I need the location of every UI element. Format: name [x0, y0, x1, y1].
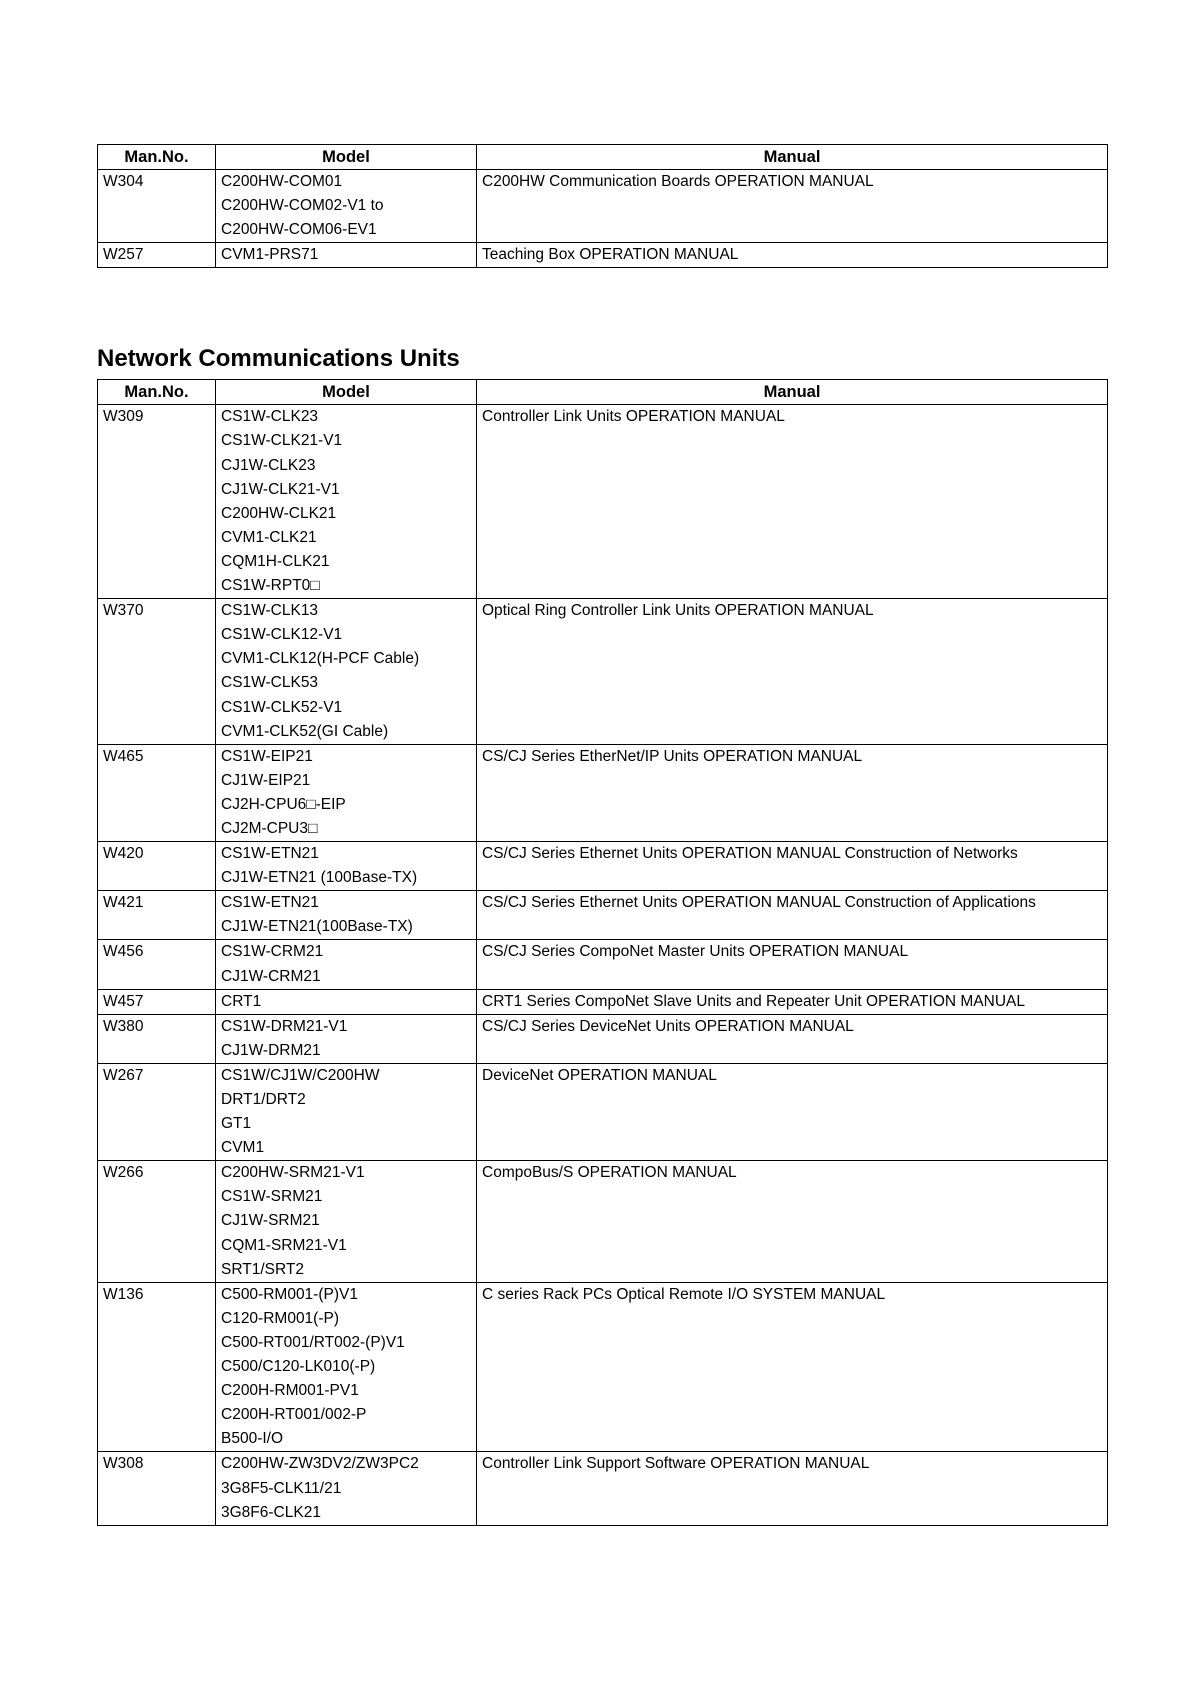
- model-cell: [216, 1452, 477, 1525]
- table-row: [98, 744, 1108, 841]
- table-row: [98, 1063, 1108, 1160]
- table-row: [98, 940, 1108, 989]
- model-cell: [216, 744, 477, 841]
- man-no-cell: W370: [98, 599, 216, 745]
- model-name: CS1W-CLK23: [221, 408, 319, 426]
- manual-cell: Controller Link Units OPERATION MANUAL: [477, 405, 1108, 599]
- header-manual: Manual: [477, 380, 1108, 405]
- model-name: GT1: [221, 1115, 252, 1133]
- table-row: [98, 170, 1108, 243]
- model-cell: [216, 1063, 477, 1160]
- model-name: C500/C120-LK010(-P): [221, 1358, 376, 1376]
- manual-cell: CS/CJ Series Ethernet Units OPERATION MANUAL Construction of Applications: [477, 891, 1108, 940]
- model-name: C120-RM001(-P): [221, 1309, 340, 1327]
- model-name: C200HW-CLK21: [221, 504, 337, 522]
- man-no-cell: W267: [98, 1063, 216, 1160]
- model-cell: [216, 1161, 477, 1282]
- model-name: CS1W-CLK12-V1: [221, 626, 343, 644]
- table-row: [98, 599, 1108, 745]
- model-name: CS1W-EIP21: [221, 747, 313, 765]
- document-page: [97, 144, 1107, 1526]
- model-name: CJ2H-CPU6□-EIP: [221, 795, 346, 813]
- model-name: CJ1W-DRM21: [221, 1041, 321, 1059]
- model-name: C200HW-COM02-V1 to: [221, 197, 384, 215]
- manual-cell: CS/CJ Series EtherNet/IP Units OPERATION MANUAL: [477, 744, 1108, 841]
- man-no-cell: W465: [98, 744, 216, 841]
- man-no-cell: W309: [98, 405, 216, 599]
- model-name: CS1W/CJ1W/C200HW: [221, 1066, 380, 1084]
- model-name: 3G8F6-CLK21: [221, 1503, 321, 1521]
- model-name: CJ1W-CRM21: [221, 967, 321, 985]
- manual-cell: CRT1 Series CompoNet Slave Units and Repeater Unit OPERATION MANUAL: [477, 989, 1108, 1014]
- model-name: CQM1H-CLK21: [221, 552, 330, 570]
- man-no-cell: W380: [98, 1014, 216, 1063]
- manual-cell: C series Rack PCs Optical Remote I/O SYSTEM MANUAL: [477, 1282, 1108, 1452]
- table-row: [98, 243, 1108, 268]
- model-name: CJ1W-EIP21: [221, 771, 311, 789]
- model-name: CVM1-PRS71: [221, 246, 319, 264]
- model-name: C200HW-COM01: [221, 173, 343, 190]
- manual-cell: CS/CJ Series DeviceNet Units OPERATION MANUAL: [477, 1014, 1108, 1063]
- model-cell: [216, 1282, 477, 1452]
- manual-cell: CompoBus/S OPERATION MANUAL: [477, 1161, 1108, 1282]
- model-name: CJ2M-CPU3□: [221, 819, 318, 837]
- model-name: CS1W-CLK52-V1: [221, 698, 343, 716]
- model-name: CS1W-DRM21-V1: [221, 1017, 348, 1035]
- model-cell: [216, 405, 477, 599]
- model-name: CS1W-CLK21-V1: [221, 432, 343, 450]
- table-row: [98, 1014, 1108, 1063]
- model-name: CJ1W-ETN21 (100Base-TX): [221, 869, 418, 887]
- model-cell: [216, 989, 477, 1014]
- model-cell: [216, 842, 477, 891]
- manual-cell: Optical Ring Controller Link Units OPERATION MANUAL: [477, 599, 1108, 745]
- model-name: CVM1: [221, 1139, 265, 1157]
- table-row: [98, 405, 1108, 599]
- header-model: Model: [216, 380, 477, 405]
- man-no-cell: W420: [98, 842, 216, 891]
- man-no-cell: W304: [98, 170, 216, 243]
- model-name: CS1W-ETN21: [221, 894, 319, 912]
- man-no-cell: W457: [98, 989, 216, 1014]
- table-row: [98, 1161, 1108, 1282]
- table-row: [98, 1452, 1108, 1525]
- manual-table-network-communications-units: [97, 379, 1108, 1525]
- manual-cell: Controller Link Support Software OPERATION MANUAL: [477, 1452, 1108, 1525]
- header-model: Model: [216, 145, 477, 170]
- model-name: C200HW-ZW3DV2/ZW3PC2: [221, 1455, 419, 1473]
- model-name: C200H-RM001-PV1: [221, 1382, 359, 1400]
- model-cell: [216, 940, 477, 989]
- header-manual: Manual: [477, 145, 1108, 170]
- model-name: CJ1W-ETN21(100Base-TX): [221, 918, 413, 936]
- table-row: [98, 891, 1108, 940]
- model-name: CJ1W-CLK21-V1: [221, 480, 340, 498]
- model-name: CS1W-CLK53: [221, 674, 319, 692]
- model-name: SRT1/SRT2: [221, 1260, 304, 1278]
- model-name: CJ1W-SRM21: [221, 1212, 320, 1230]
- model-name: CQM1-SRM21-V1: [221, 1236, 347, 1254]
- model-cell: [216, 891, 477, 940]
- model-cell: [216, 243, 477, 268]
- model-name: C200HW-COM06-EV1: [221, 221, 377, 239]
- man-no-cell: W136: [98, 1282, 216, 1452]
- model-name: CVM1-CLK12(H-PCF Cable): [221, 650, 420, 668]
- man-no-cell: W257: [98, 243, 216, 268]
- table-header-row: [98, 380, 1108, 405]
- model-name: CS1W-RPT0□: [221, 577, 320, 595]
- man-no-cell: W266: [98, 1161, 216, 1282]
- manual-cell: DeviceNet OPERATION MANUAL: [477, 1063, 1108, 1160]
- model-cell: [216, 599, 477, 745]
- model-name: CRT1: [221, 992, 262, 1010]
- manual-cell: CS/CJ Series CompoNet Master Units OPERATION MANUAL: [477, 940, 1108, 989]
- model-name: CS1W-ETN21: [221, 845, 319, 863]
- model-name: 3G8F5-CLK11/21: [221, 1479, 342, 1497]
- model-name: C200H-RT001/002-P: [221, 1406, 367, 1424]
- model-name: DRT1/DRT2: [221, 1091, 306, 1108]
- model-name: CVM1-CLK21: [221, 528, 317, 546]
- model-name: C200HW-SRM21-V1: [221, 1164, 365, 1182]
- model-name: CJ1W-CLK23: [221, 456, 316, 474]
- header-man-no: Man.No.: [98, 145, 216, 170]
- model-name: C500-RM001-(P)V1: [221, 1285, 358, 1303]
- section-title: Network Communications Units: [97, 345, 460, 373]
- model-name: CS1W-CLK13: [221, 602, 319, 620]
- man-no-cell: W308: [98, 1452, 216, 1525]
- manual-cell: C200HW Communication Boards OPERATION MANUAL: [477, 170, 1108, 243]
- man-no-cell: W456: [98, 940, 216, 989]
- manual-cell: CS/CJ Series Ethernet Units OPERATION MANUAL Construction of Networks: [477, 842, 1108, 891]
- table-row: [98, 989, 1108, 1014]
- header-man-no: Man.No.: [98, 380, 216, 405]
- model-name: CS1W-SRM21: [221, 1188, 323, 1206]
- table-row: [98, 842, 1108, 891]
- model-name: CVM1-CLK52(GI Cable): [221, 722, 389, 740]
- model-cell: [216, 170, 477, 243]
- model-name: CS1W-CRM21: [221, 943, 324, 961]
- manual-table-communication-boards: [97, 144, 1108, 268]
- table-header-row: [98, 145, 1108, 170]
- model-name: C500-RT001/RT002-(P)V1: [221, 1333, 405, 1351]
- table-row: [98, 1282, 1108, 1452]
- man-no-cell: W421: [98, 891, 216, 940]
- model-cell: [216, 1014, 477, 1063]
- manual-cell: Teaching Box OPERATION MANUAL: [477, 243, 1108, 268]
- model-name: B500-I/O: [221, 1430, 284, 1448]
